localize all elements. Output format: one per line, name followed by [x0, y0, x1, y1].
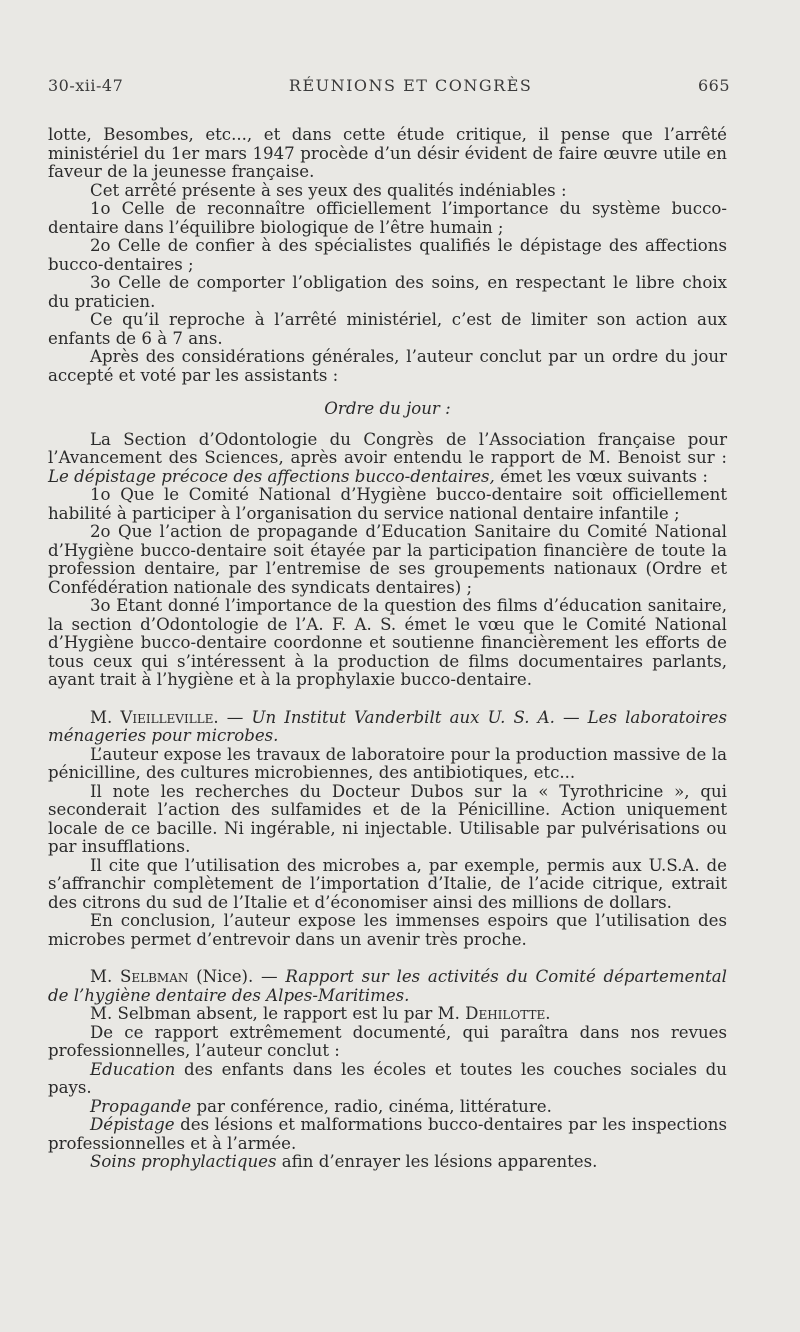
text-run: émet les vœux suivants :: [494, 466, 708, 486]
paragraph: 1o Celle de reconnaître officiellement l’importance du système bucco-dentaire dans l’équilibre biologique de l’être humain ;: [48, 199, 727, 237]
paragraph: En conclusion, l’auteur expose les immenses espoirs que l’utilisation des microbes permet d’entrevoir dans un avenir très proche.: [48, 911, 727, 949]
text-run: des lésions et malformations bucco-dentaires par les inspections professionnelles et à l’armée.: [48, 1115, 727, 1153]
keyword: Education: [90, 1059, 176, 1079]
paragraph: [48, 1005, 727, 1024]
paragraph: [48, 431, 727, 487]
paragraph: 1o Que le Comité National d’Hygiène bucco-dentaire soit officiellement habilité à participer à l’organisation du service national dentaire infantile ;: [48, 485, 727, 523]
paragraph: [48, 1153, 727, 1172]
paragraph: Il cite que l’utilisation des microbes a, par exemple, permis aux U.S.A. de s’affranchir complètement de l’importation d’Italie, de l’acide citrique, extrait des citrons du sud de l’Italie et d’économiser ainsi des millions de dollars.: [48, 855, 727, 912]
author-name: Dehilotte: [465, 1004, 546, 1023]
header-title: RÉUNIONS ET CONGRÈS: [288, 76, 533, 95]
text-run: M.: [90, 707, 121, 727]
running-header: [48, 76, 730, 95]
paragraph: lotte, Besombes, etc..., et dans cette étude critique, il pense que l’arrêté ministériel du 1er mars 1947 procède d’un désir évident de faire œuvre utile en faveur de la jeunesse française.: [48, 125, 727, 181]
text-run: par conférence, radio, cinéma, littérature.: [191, 1096, 552, 1116]
page-number: 665: [697, 76, 730, 95]
talk-title: Rapport sur les activités du Comité départemental de l’hygiène dentaire des Alpes-Maritimes.: [48, 967, 727, 1005]
paragraph: L’auteur expose les travaux de laboratoire pour la production massive de la pénicilline, des cultures microbiennes, des antibiotiques, etc...: [48, 744, 727, 782]
paragraph: De ce rapport extrêmement documenté, qui paraîtra dans nos revues professionnelles, l’auteur conclut :: [48, 1022, 727, 1060]
paragraph: [48, 1061, 727, 1098]
text-run: La Section d’Odontologie du Congrès de l’Association française pour l’Avancement des Sciences, après avoir entendu le rapport de M. Benoist sur :: [48, 429, 727, 467]
keyword: Propagande: [90, 1096, 192, 1116]
text-run: M.: [90, 967, 120, 986]
paragraph: 3o Celle de comporter l’obligation des soins, en respectant le libre choix du praticien.: [48, 273, 727, 311]
text-run: des enfants dans les écoles et toutes les couches sociales du pays.: [48, 1059, 727, 1097]
text-run: . —: [213, 707, 252, 727]
talk-title: Un Institut Vanderbilt aux U. S. A. — Les laboratoires ménageries pour microbes.: [48, 707, 727, 745]
body-text: [48, 126, 727, 1172]
report-title: Le dépistage précoce des affections bucco-dentaires,: [48, 466, 495, 486]
ordre-du-jour-heading: Ordre du jour :: [324, 399, 451, 418]
text-run: (Nice). —: [188, 967, 286, 986]
keyword: Soins prophylactiques: [90, 1152, 277, 1171]
author-name: Selbman: [120, 967, 189, 986]
text-run: M. Selbman absent, le rapport est lu par M.: [90, 1004, 466, 1023]
paragraph: [48, 1116, 727, 1153]
author-name: Vieilleville: [120, 707, 214, 727]
paragraph: 3o Etant donné l’importance de la question des films d’éducation sanitaire, la section d’Odontologie de l’A. F. A. S. émet le vœu que le Comité National d’Hygiène bucco-dentaire coordonne et soutienne financièrement les efforts de tous ceux qui s’intéressent à la production de films documentaires parlants, ayant trait à l’hygiène et à la prophylaxie bucco-dentaire.: [48, 596, 727, 689]
keyword: Dépistage: [90, 1115, 175, 1134]
paragraph: Il note les recherches du Docteur Dubos sur la « Tyrothricine », qui seconderait l’action des sulfamides et de la Pénicilline. Action uniquement locale de ce bacille. Ni ingérable, ni injectable. Utilisable par pulvérisations ou par insufflations.: [48, 781, 727, 856]
section-heading: [48, 968, 727, 1005]
text-run: .: [545, 1004, 551, 1023]
paragraph: 2o Que l’action de propagande d’Education Sanitaire du Comité National d’Hygiène bucco-dentaire soit étayée par la participation financière de toute la profession dentaire, par l’entremise de ses groupements nationaux (Ordre et Confédération nationale des syndicats dentaires) ;: [48, 522, 727, 597]
paragraph: Ce qu’il reproche à l’arrêté ministériel, c’est de limiter son action aux enfants de 6 à 7 ans.: [48, 310, 727, 348]
paragraph: 2o Celle de confier à des spécialistes qualifiés le dépistage des affections bucco-dentaires ;: [48, 236, 727, 274]
paragraph: Cet arrêté présente à ses yeux des qualités indéniables :: [90, 180, 567, 200]
text-run: afin d’enrayer les lésions apparentes.: [276, 1152, 598, 1171]
header-date: 30-xii-47: [48, 76, 124, 95]
section-heading: [48, 709, 727, 746]
paragraph: Après des considérations générales, l’auteur conclut par un ordre du jour accepté et voté par les assistants :: [48, 347, 727, 385]
paragraph: [48, 1098, 727, 1117]
